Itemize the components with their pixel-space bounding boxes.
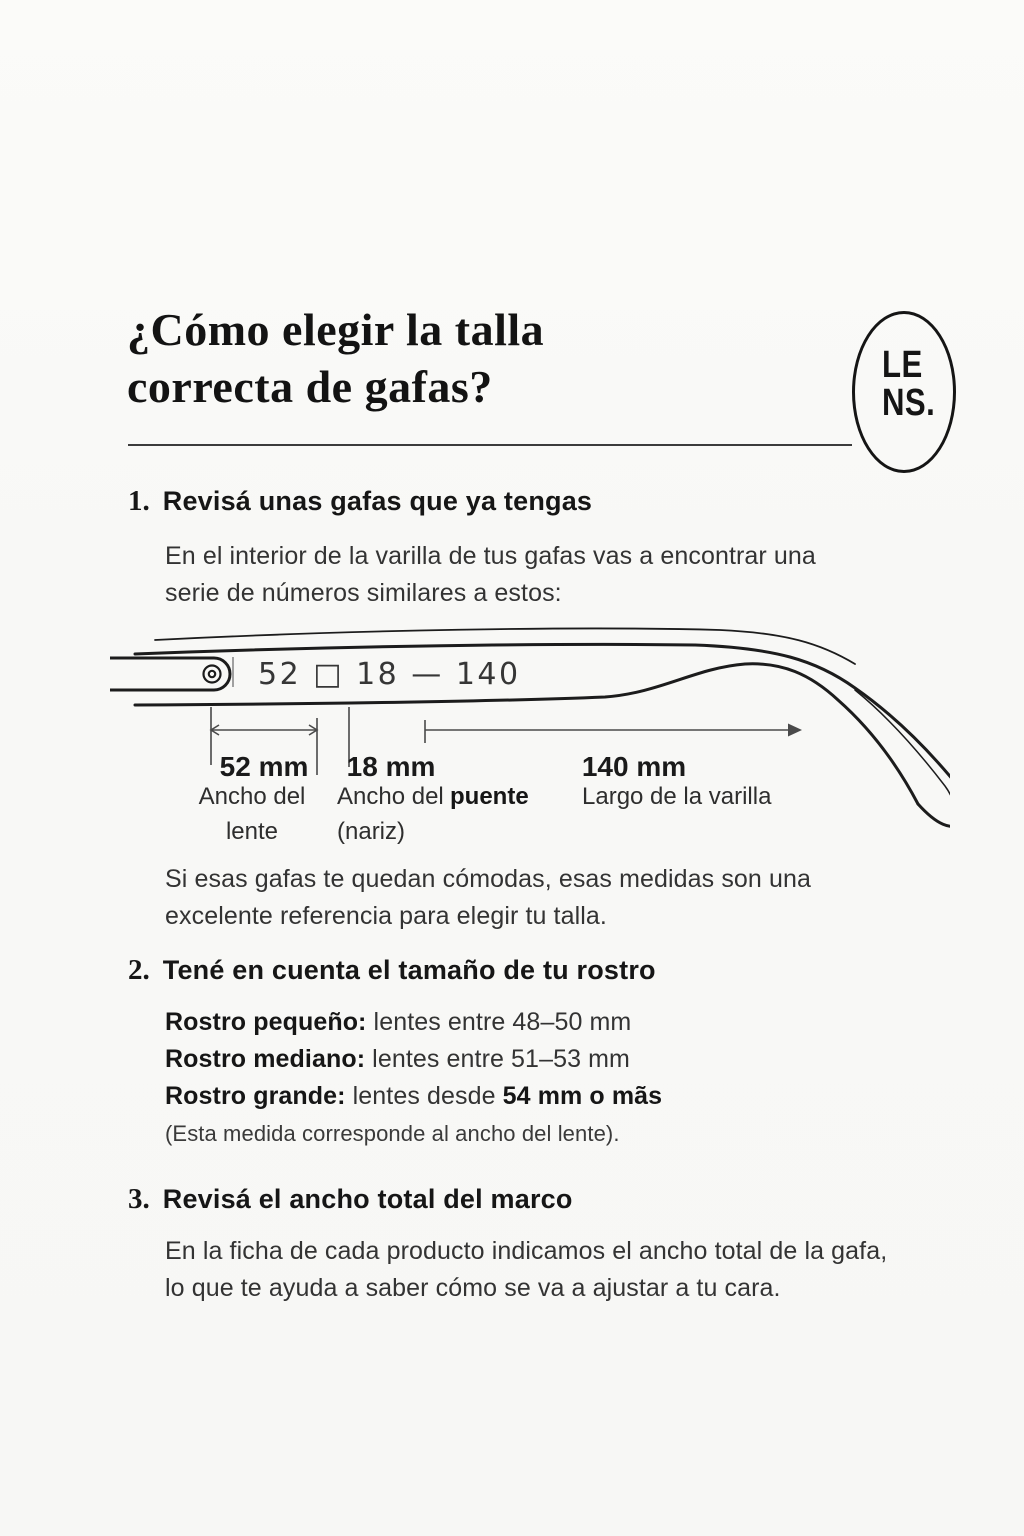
face-size-item-medium-term: Rostro mediano: (165, 1045, 366, 1073)
glasses-temple-diagram (110, 618, 950, 858)
section-3-heading (128, 1183, 573, 1216)
face-size-item-small-text: lentes entre 48–50 mm (366, 1008, 632, 1036)
temple-size-marking: 52 □ 18 — 140 (258, 657, 521, 692)
page-title-line-1: ¿Cómo elegir la talla (127, 304, 545, 355)
face-size-item-large-text: lentes desde (345, 1082, 503, 1110)
hinge-screw-icon (204, 666, 221, 683)
section-2-heading (128, 954, 656, 987)
section-3-body (165, 1233, 887, 1307)
section-1-body-line-1: En el interior de la varilla de tus gafas vas a encontrar una (165, 542, 816, 570)
lens-width-label-line-1: Ancho del (198, 783, 306, 810)
face-size-item-small (165, 1004, 662, 1041)
header-divider (128, 444, 852, 446)
face-size-item-large-bold-value: 54 mm o mãs (502, 1082, 663, 1110)
bridge-width-label-bold: puente (450, 783, 529, 810)
face-size-item-medium-text: lentes entre 51–53 mm (365, 1045, 630, 1073)
bridge-width-label-prefix: Ancho del (337, 783, 444, 810)
face-size-item-small-term: Rostro pequeño: (165, 1008, 367, 1036)
lens-width-value: 52 mm (219, 751, 309, 782)
lens-logo (852, 311, 956, 473)
section-1-heading (128, 485, 592, 518)
bridge-width-label-line-2: (nariz) (337, 818, 406, 845)
lens-logo-text (882, 346, 935, 422)
section-3-body-line-2: lo que te ayuda a saber cómo se va a ajustar a tu cara. (165, 1274, 781, 1302)
temple-length-value: 140 mm (581, 751, 687, 782)
lens-logo-line-1: LE (882, 344, 923, 386)
face-size-item-large (165, 1078, 662, 1115)
bridge-width-value: 18 mm (346, 751, 436, 782)
lens-width-label-line-2: lente (225, 818, 279, 845)
section-1-body-line-2: serie de números similares a estos: (165, 579, 562, 607)
temple-length-label: Largo de la varilla (582, 783, 772, 810)
section-3-number: 3. (128, 1183, 150, 1215)
section-1-body (165, 538, 816, 612)
section-2-number: 2. (128, 954, 150, 986)
face-size-item-medium (165, 1041, 662, 1078)
hinge-screw-center-icon (209, 671, 215, 677)
page-title-line-2: correcta de gafas? (127, 361, 493, 412)
hinge-end-cap (110, 658, 230, 690)
section-1-note-line-1: Si esas gafas te quedan cómodas, esas medidas son una (165, 865, 811, 893)
section-1-title: Revisá unas gafas que ya tengas (162, 486, 593, 516)
page-title (127, 301, 544, 415)
face-size-list (165, 1004, 662, 1115)
lens-logo-line-2: NS. (882, 382, 936, 424)
temple-length-arrowhead (788, 724, 802, 737)
section-1-note (165, 861, 811, 935)
section-3-title: Revisá el ancho total del marco (162, 1184, 573, 1214)
section-1-note-line-2: excelente referencia para elegir tu talla. (165, 902, 607, 930)
temple-inner-crease (855, 690, 950, 814)
face-size-item-large-term: Rostro grande: (165, 1082, 346, 1110)
section-2-note: (Esta medida corresponde al ancho del lente). (165, 1121, 620, 1146)
section-2-title: Tené en cuenta el tamaño de tu rostro (162, 955, 656, 985)
section-3-body-line-1: En la ficha de cada producto indicamos el ancho total de la gafa, (165, 1237, 888, 1265)
section-1-number: 1. (128, 485, 150, 517)
